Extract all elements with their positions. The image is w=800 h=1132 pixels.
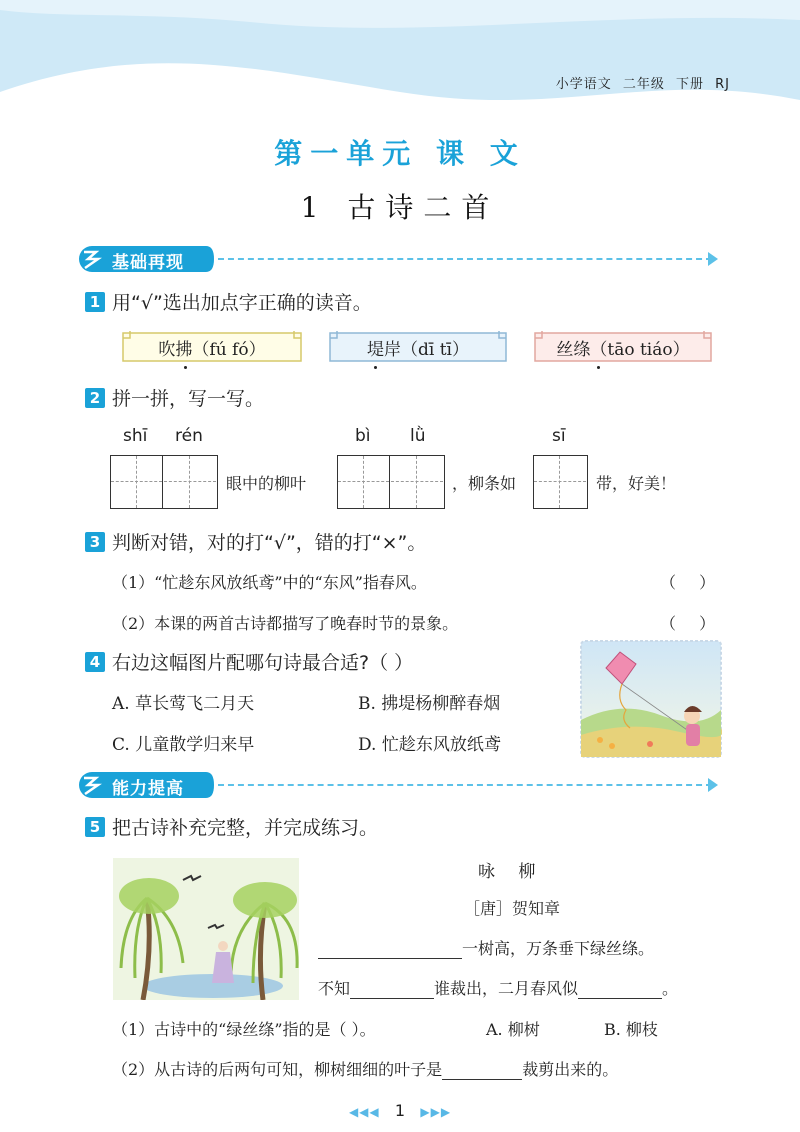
- grid-cell[interactable]: [534, 456, 586, 508]
- question-5-prompt: 把古诗补充完整，并完成练习。: [112, 817, 379, 839]
- poem-title: 咏 柳: [478, 862, 536, 882]
- q1-item-frame-2: [329, 330, 507, 362]
- q3-answer-bracket-1[interactable]: （ ）: [660, 573, 716, 592]
- section-arrow-icon: [708, 778, 718, 792]
- tian-grid-si[interactable]: [533, 455, 588, 509]
- question-number-2: 2: [85, 388, 105, 408]
- section-arrow-icon: [708, 252, 718, 266]
- page-footer: [0, 1101, 800, 1120]
- q5-sub-2: [112, 1057, 618, 1080]
- question-number-3: 3: [85, 532, 105, 552]
- q1-item-3-text: [534, 335, 712, 360]
- grid-cell[interactable]: [111, 456, 163, 508]
- q1-item-1-word: 吹拂: [158, 340, 193, 360]
- q1-item-3-word: 丝绦: [556, 340, 591, 360]
- tian-grid-bilu[interactable]: [337, 455, 445, 509]
- tian-grid-shiren[interactable]: [110, 455, 218, 509]
- pinyin-si: sī: [552, 426, 566, 446]
- pinyin-shi: shī: [123, 426, 148, 446]
- section-label-ability: 能力提高: [112, 779, 184, 799]
- poem-author: ［唐］贺知章: [464, 899, 561, 918]
- q1-item-3-pinyin: （tāo tiáo）: [590, 340, 690, 360]
- question-number-5: 5: [85, 817, 105, 837]
- section-bar-ability: [78, 772, 728, 798]
- emphasis-dot-3: [597, 366, 600, 369]
- pinyin-lu: lǜ: [410, 426, 426, 446]
- poem-blank-1[interactable]: [318, 939, 462, 959]
- poem-line-2-b: 谁裁出，二月春风似: [434, 979, 579, 998]
- emphasis-dot-1: [184, 366, 187, 369]
- pinyin-bi: bì: [355, 426, 371, 446]
- pinyin-ren: rén: [175, 426, 203, 446]
- q3-answer-bracket-2[interactable]: （ ）: [660, 614, 716, 633]
- q1-item-frame-3: [534, 330, 712, 362]
- q1-item-frame-1: [122, 330, 302, 362]
- q5-sub-1: （1）古诗中的“绿丝绦”指的是（ ）。: [112, 1020, 376, 1039]
- q1-item-2-word: 堤岸: [367, 340, 401, 360]
- grid-cell[interactable]: [338, 456, 390, 508]
- poem-line-1-text: 一树高，万条垂下绿丝绦。: [462, 939, 655, 958]
- grid-cell[interactable]: [164, 456, 216, 508]
- lesson-title: 1 古诗二首: [300, 191, 500, 224]
- subject-grade-label: 小学语文 二年级 下册 RJ: [555, 77, 730, 92]
- question-number-4: 4: [85, 652, 105, 672]
- question-1-prompt: 用“√”选出加点字正确的读音。: [112, 292, 372, 314]
- q4-option-d[interactable]: D. 忙趁东风放纸鸢: [358, 735, 501, 755]
- question-number-1: 1: [85, 292, 105, 312]
- poem-line-2-end: 。: [662, 979, 679, 998]
- poem-blank-3[interactable]: [578, 979, 662, 999]
- q2-text-3: 带，好美！: [596, 474, 677, 493]
- q4-option-c[interactable]: C. 儿童散学归来早: [112, 735, 255, 755]
- q2-text-1: 眼中的柳叶: [226, 474, 307, 493]
- unit-title: 第一单元 课 文: [274, 137, 526, 170]
- q4-option-a[interactable]: A. 草长莺飞二月天: [112, 694, 255, 714]
- prev-arrows-icon: ◀◀◀: [348, 1105, 380, 1119]
- next-arrows-icon: ▶▶▶: [420, 1105, 452, 1119]
- page-number: 1: [394, 1101, 406, 1120]
- section-bar-basic: [78, 246, 728, 272]
- q3-item-1: （1）“忙趁东风放纸鸢”中的“东风”指春风。: [112, 573, 427, 592]
- question-2-prompt: 拼一拼，写一写。: [112, 388, 265, 410]
- question-3-prompt: 判断对错，对的打“√”，错的打“×”。: [112, 532, 427, 554]
- q4-option-b[interactable]: B. 拂堤杨柳醉春烟: [358, 694, 501, 714]
- grid-cell[interactable]: [391, 456, 443, 508]
- question-4-prompt: 右边这幅图片配哪句诗最合适?（ ）: [112, 652, 414, 674]
- poem-blank-2[interactable]: [350, 979, 434, 999]
- header-wave-banner: [0, 0, 800, 120]
- q5-sub-1-option-a[interactable]: A. 柳树: [486, 1020, 540, 1039]
- section-label-basic: 基础再现: [112, 253, 184, 273]
- q1-item-2-text: [329, 335, 507, 360]
- q5-sub-2-b: 裁剪出来的。: [522, 1060, 619, 1079]
- section-dashed-line: [218, 784, 712, 786]
- emphasis-dot-2: [374, 366, 377, 369]
- q2-text-2: ，柳条如: [452, 474, 517, 493]
- kite-illustration: [580, 640, 722, 758]
- section-dashed-line: [218, 258, 712, 260]
- poem-line-2: [318, 976, 678, 999]
- poem-line-2-a: 不知: [318, 979, 351, 998]
- q1-item-1-pinyin: （fú fó）: [192, 340, 266, 360]
- q5-sub-2-a: （2）从古诗的后两句可知，柳树细细的叶子是: [112, 1060, 443, 1079]
- poem-line-1: [318, 936, 654, 959]
- q1-item-2-pinyin: （dī tī）: [401, 340, 469, 360]
- q1-item-1-text: [122, 335, 302, 360]
- willow-illustration: [113, 858, 299, 1000]
- q5-sub-2-blank[interactable]: [442, 1060, 522, 1080]
- q3-item-2: （2）本课的两首古诗都描写了晚春时节的景象。: [112, 614, 459, 633]
- q5-sub-1-option-b[interactable]: B. 柳枝: [604, 1020, 658, 1039]
